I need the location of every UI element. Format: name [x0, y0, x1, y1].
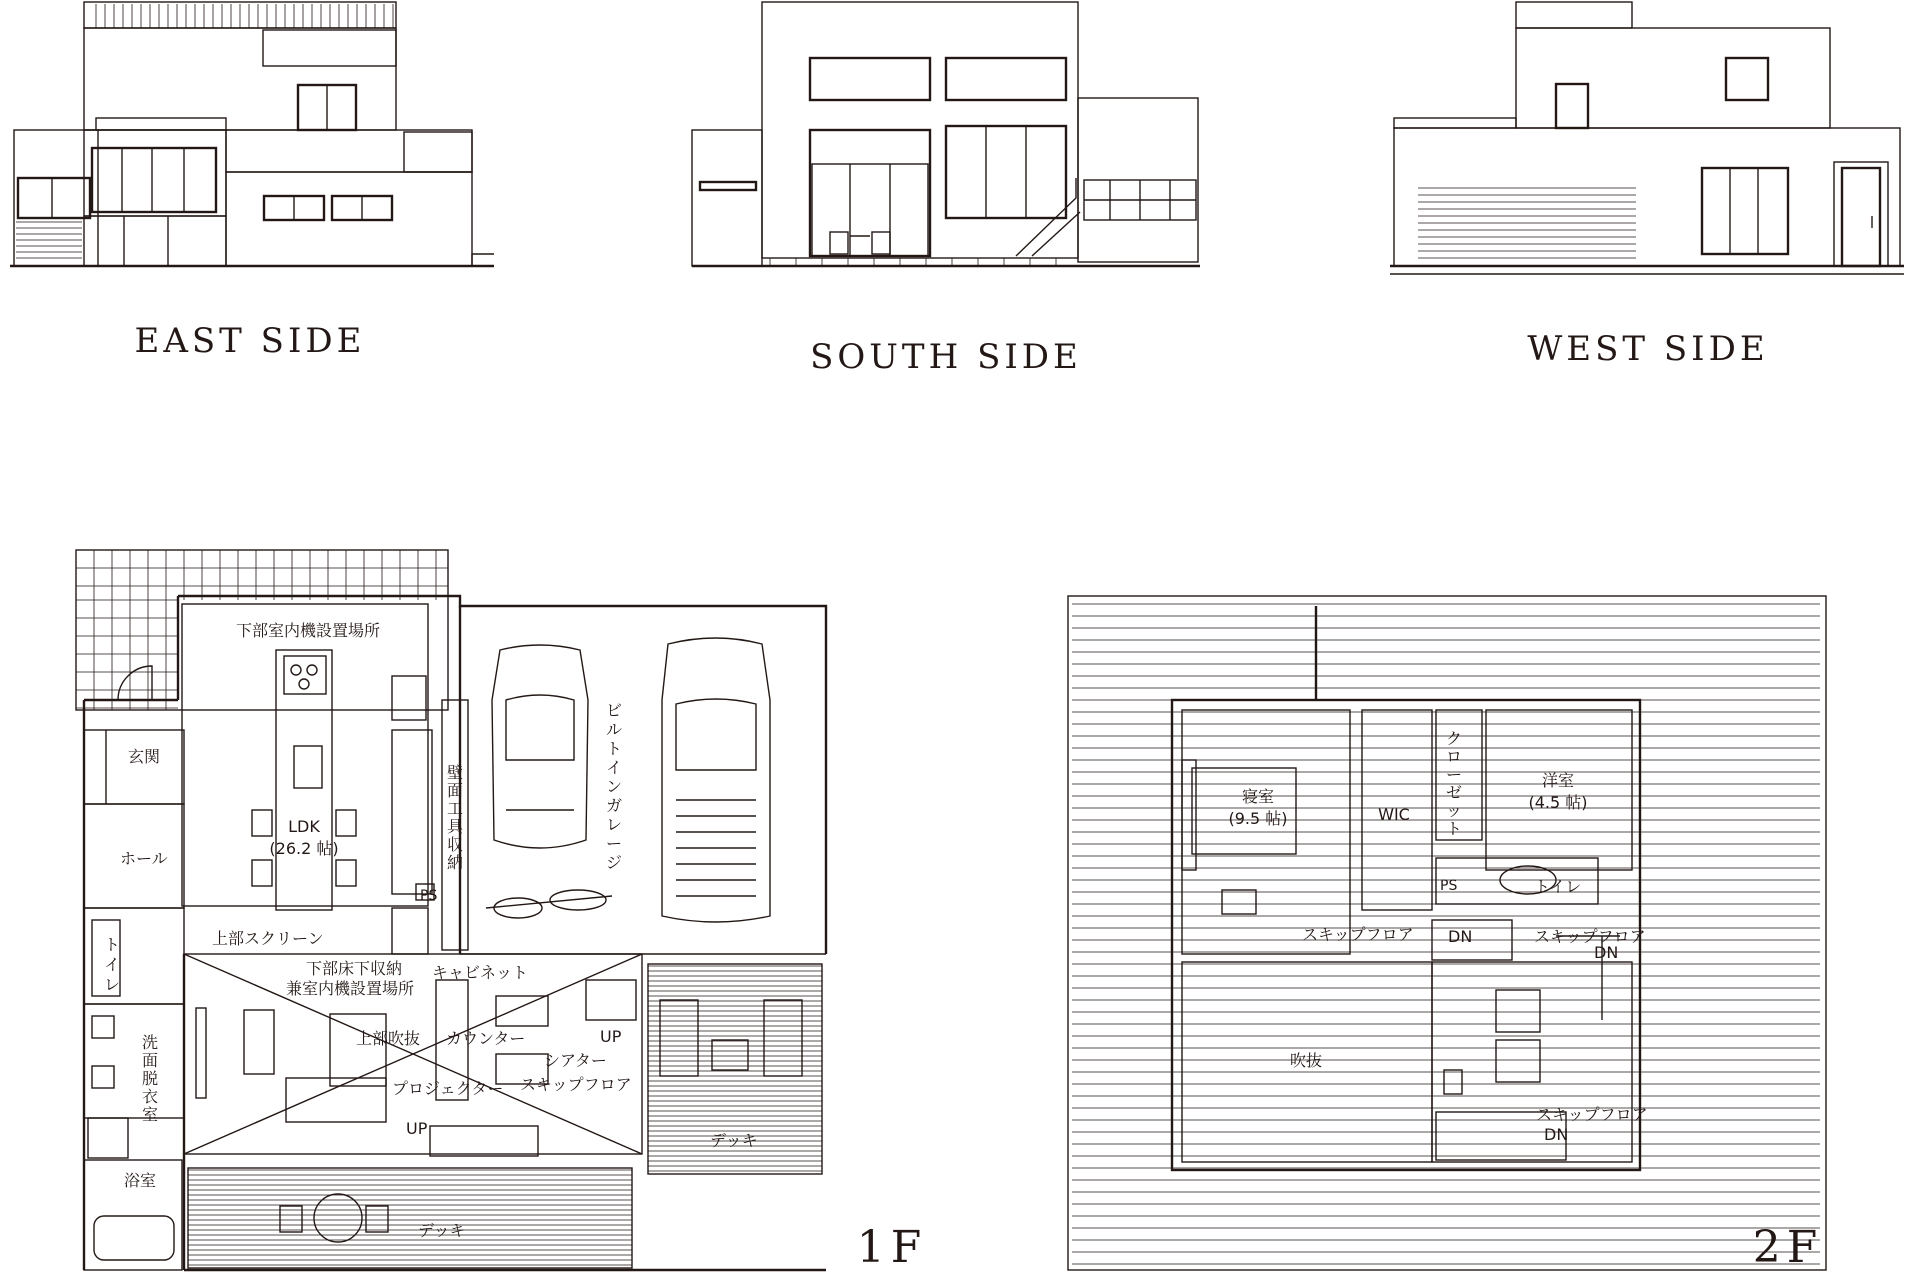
label-skip-floor-2f-a: スキップフロア	[1302, 925, 1414, 944]
label-hall: ホール	[120, 849, 168, 868]
svg-text:具: 具	[446, 817, 464, 836]
label-ldk-area: (26.2 帖)	[269, 839, 339, 858]
svg-text:洗: 洗	[141, 1033, 159, 1052]
svg-text:ッ: ッ	[1445, 801, 1463, 820]
svg-text:イ: イ	[605, 758, 623, 777]
label-toilet-1f: トイレ	[104, 935, 121, 994]
first-floor-plan	[76, 550, 826, 1270]
label-dn-c: DN	[1544, 1125, 1569, 1144]
motorcycle-icon	[486, 890, 612, 918]
svg-text:ト: ト	[1445, 819, 1463, 838]
svg-text:面: 面	[446, 781, 464, 800]
sports-car-icon	[492, 645, 588, 848]
label-dn-b: DN	[1594, 943, 1619, 962]
label-skip-floor-2f-b: スキップフロア	[1534, 927, 1646, 946]
svg-text:面: 面	[141, 1051, 159, 1070]
svg-text:脱: 脱	[141, 1069, 159, 1088]
label-void-2f: 吹抜	[1289, 1051, 1323, 1070]
west-side-caption: WEST SIDE	[1527, 329, 1769, 369]
label-closet	[1446, 729, 1462, 838]
label-upper-void-1f: 上部吹抜	[356, 1029, 421, 1048]
svg-text:ン: ン	[605, 777, 623, 796]
label-outdoor-unit-location: 下部室内機設置場所	[236, 621, 381, 640]
west-elevation	[1390, 2, 1904, 274]
svg-text:収: 収	[446, 835, 464, 854]
east-side-caption: EAST SIDE	[134, 321, 366, 361]
label-up-stair: UP	[406, 1119, 428, 1138]
label-ldk: LDK	[288, 817, 320, 836]
svg-text:室: 室	[141, 1105, 159, 1124]
svg-text:衣: 衣	[141, 1087, 159, 1106]
label-skip-floor-1f: スキップフロア	[520, 1075, 632, 1094]
label-entrance: 玄関	[128, 747, 161, 766]
label-bath: 浴室	[124, 1171, 157, 1190]
east-elevation	[10, 2, 494, 266]
svg-text:ー: ー	[605, 834, 623, 853]
svg-text:ビ: ビ	[605, 701, 623, 720]
second-floor-plan	[1068, 596, 1826, 1270]
south-chairs-icon	[830, 232, 890, 254]
svg-text:納: 納	[446, 853, 464, 872]
label-bedroom: 寝室	[1241, 787, 1275, 806]
svg-text:壁: 壁	[446, 763, 464, 782]
label-wall-tool-storage	[447, 763, 464, 872]
svg-text:ル: ル	[605, 720, 623, 739]
first-floor-label: 1F	[856, 1222, 928, 1273]
label-cabinet: キャビネット	[432, 963, 529, 982]
label-projector: プロジェクター	[392, 1079, 504, 1098]
label-dn-a: DN	[1448, 927, 1473, 946]
label-counter: カウンター	[446, 1029, 526, 1048]
label-wic: WIC	[1378, 805, 1410, 824]
label-western-room-area: (4.5 帖)	[1528, 793, 1588, 812]
svg-text:ガ: ガ	[605, 796, 623, 815]
label-deck-lower: デッキ	[418, 1221, 466, 1240]
south-side-caption: SOUTH SIDE	[810, 337, 1082, 377]
svg-text:工: 工	[446, 799, 464, 818]
label-toilet-2f: トイレ	[1534, 877, 1582, 896]
svg-text:ゼ: ゼ	[1445, 783, 1463, 802]
second-floor-label: 2F	[1752, 1222, 1824, 1273]
label-washroom	[142, 1033, 158, 1124]
svg-text:ー: ー	[1445, 765, 1463, 784]
label-indoor-unit-location: 兼室内機設置場所	[286, 979, 415, 998]
svg-text:ジ: ジ	[605, 853, 623, 872]
label-builtin-garage	[606, 701, 622, 872]
label-theater: シアター	[544, 1051, 607, 1070]
label-up-theater: UP	[600, 1027, 622, 1046]
label-deck-right: デッキ	[710, 1131, 758, 1150]
svg-text:ト: ト	[605, 739, 623, 758]
label-upper-screen: 上部スクリーン	[212, 929, 324, 948]
label-ps-2f: PS	[1440, 878, 1458, 894]
label-underfloor-storage: 下部床下収納	[306, 959, 403, 978]
svg-text:レ: レ	[605, 815, 623, 834]
svg-text:ロ: ロ	[1445, 747, 1463, 766]
label-skip-floor-2f-c: スキップフロア	[1536, 1105, 1648, 1124]
label-western-room: 洋室	[1541, 771, 1575, 790]
suv-icon	[662, 638, 770, 922]
label-bedroom-area: (9.5 帖)	[1228, 809, 1288, 828]
svg-text:ク: ク	[1445, 729, 1463, 748]
south-elevation	[692, 2, 1200, 266]
label-ps-1f: PS	[420, 888, 438, 904]
